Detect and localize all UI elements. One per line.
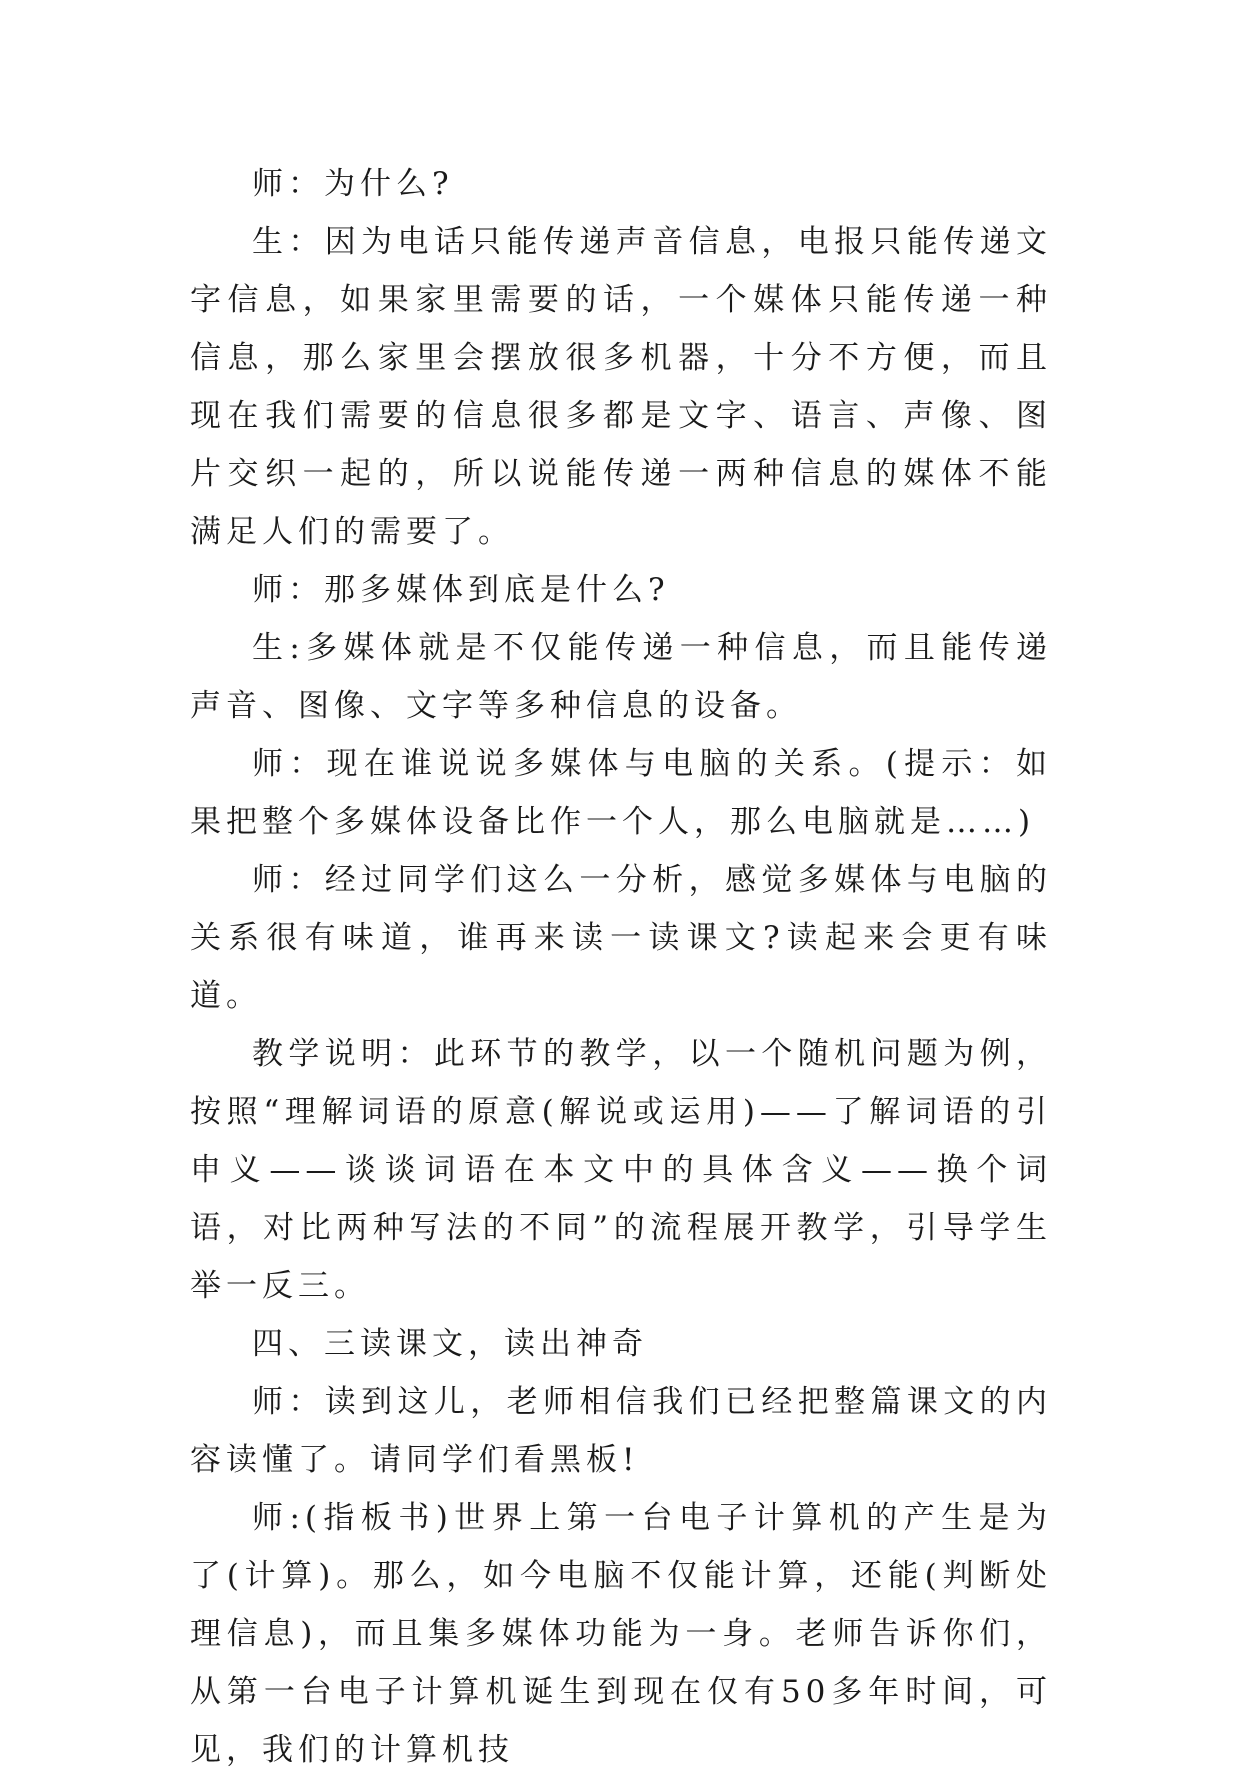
paragraph-teacher-reread: 师：经过同学们这么一分析，感觉多媒体与电脑的关系很有味道，谁再来读一读课文?读起来会更有味道。 <box>190 862 1052 1014</box>
paragraph-teacher-blackboard: 师：读到这儿，老师相信我们已经把整篇课文的内容读懂了。请同学们看黑板! <box>190 1384 1052 1478</box>
paragraph-student-answer-media: 生：因为电话只能传递声音信息，电报只能传递文字信息，如果家里需要的话，一个媒体只能传递一种信息，那么家里会摆放很多机器，十分不方便，而且现在我们需要的信息很多都是文字、语言、声像、图片交织一起的，所以说能传递一两种信息的媒体不能满足人们的需要了。 <box>190 224 1052 550</box>
document-body <box>190 155 1052 1779</box>
section-heading-third-reading: 四、三读课文，读出神奇 <box>252 1326 648 1362</box>
paragraph-teacher-question-multimedia: 师：那多媒体到底是什么? <box>252 572 670 608</box>
paragraph-student-multimedia-definition: 生:多媒体就是不仅能传递一种信息，而且能传递声音、图像、文字等多种信息的设备。 <box>190 630 1052 724</box>
paragraph-teacher-relationship-prompt: 师：现在谁说说多媒体与电脑的关系。(提示：如果把整个多媒体设备比作一个人，那么电脑就是……) <box>190 746 1052 840</box>
paragraph-teacher-question-why: 师：为什么? <box>252 166 454 202</box>
paragraph-teacher-computer-history: 师:(指板书)世界上第一台电子计算机的产生是为了(计算)。那么，如今电脑不仅能计算，还能(判断处理信息)，而且集多媒体功能为一身。老师告诉你们，从第一台电子计算机诞生到现在仅有50多年时间，可见，我们的计算机技 <box>190 1500 1052 1768</box>
paragraph-teaching-note: 教学说明：此环节的教学，以一个随机问题为例，按照“理解词语的原意(解说或运用)——了解词语的引申义——谈谈词语在本文中的具体含义——换个词语，对比两种写法的不同”的流程展开教学，引导学生举一反三。 <box>190 1036 1052 1304</box>
